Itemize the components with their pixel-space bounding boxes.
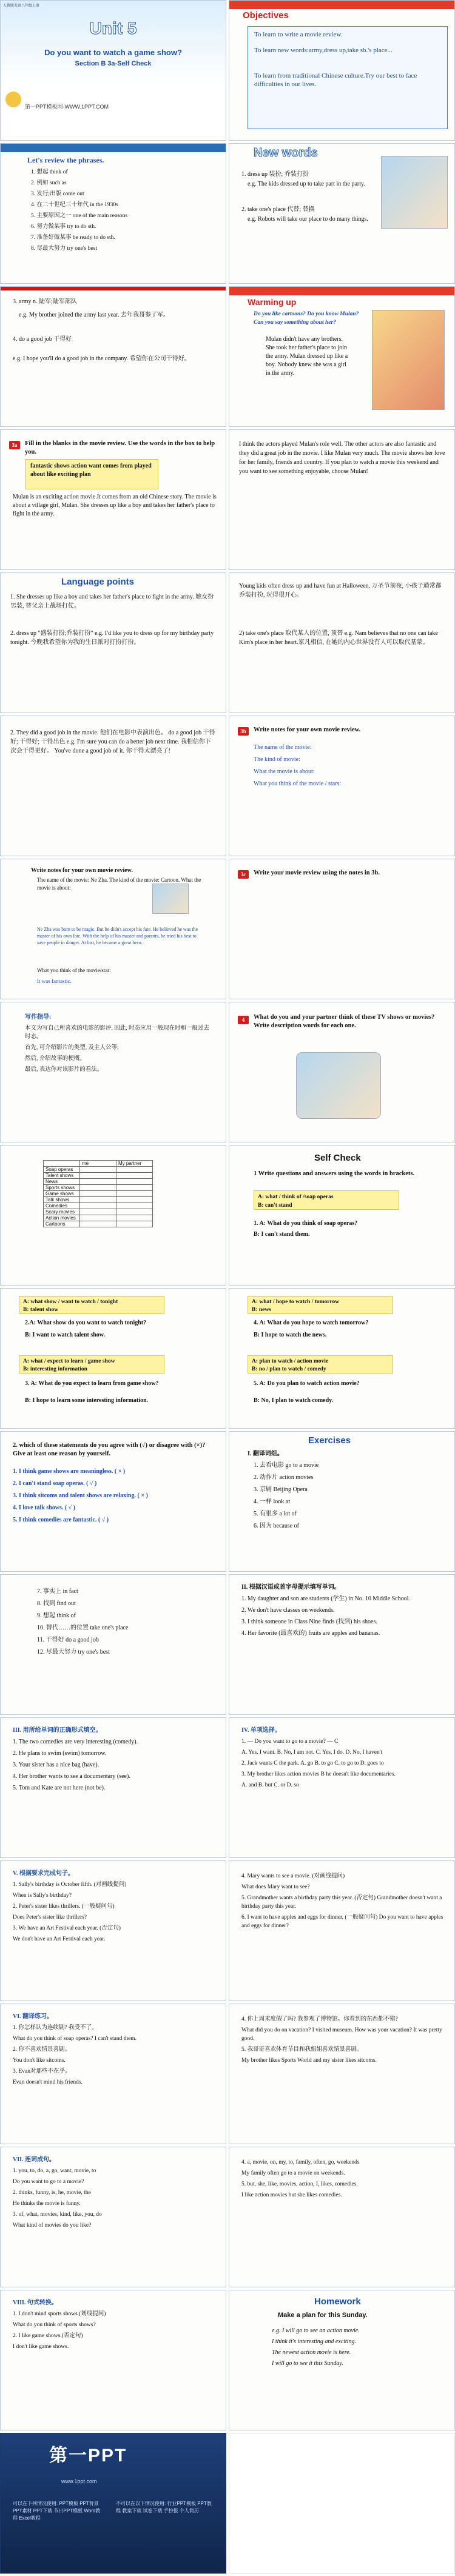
guide-title: 写作指导: [25, 1014, 52, 1021]
slide-3-phrases[interactable] [0, 143, 226, 284]
slide-8-review-text[interactable] [229, 429, 455, 570]
slide-4-new-words[interactable] [229, 143, 455, 284]
answer-3-b: B: I hope to learn some interesting information. [25, 1397, 149, 1404]
word-bank-text: fantastic shows action want comes from played about like exciting plan [30, 463, 152, 478]
rewrite-4-answer: What does Mary want to see? [241, 1884, 310, 1890]
dialog-2-a: A: what show / want to watch / tonight [23, 1299, 118, 1305]
warming-text: Mulan didn't have any brothers. She took her father's place to join the army. Mulan dressed up like a boy. Nobody knew she was a girl in the army. [266, 336, 348, 377]
correct-form-1: 1. The two comedies are very interesting (comedy). [13, 1739, 138, 1745]
guide-list [25, 1024, 213, 1076]
row-5 [0, 572, 455, 713]
task-badge-3c [238, 870, 249, 879]
example-fields: The name of the movie: Ne Zha. The kind of the movie: Cartoon. What the movie is about: [37, 877, 201, 891]
translate-2: 2. 你不喜欢情景喜剧。 [13, 2047, 71, 2053]
slide-20-dialog-4-5[interactable] [229, 1288, 455, 1429]
army-example: e.g. My brother joined the army last year. 去年我哥参了军。 [19, 312, 170, 318]
row-label: News [44, 1179, 80, 1185]
order-5-answer: I like action movies but she likes comedies. [241, 2192, 342, 2198]
word-bank [25, 459, 158, 489]
slide-25-correct-form[interactable] [0, 1717, 226, 1858]
row-9 [0, 1145, 455, 1286]
order-2-answer: He thinks the movie is funny. [13, 2201, 81, 2207]
answer-2-a: 2.A: What show do you want to watch tonight? [25, 1320, 147, 1326]
objective-1: To learn to write a movie review. [254, 31, 343, 38]
slide-14-write-review[interactable] [229, 859, 455, 999]
translate-2-answer: You don't like sitcoms. [13, 2058, 66, 2064]
slide-30-translate-2[interactable] [229, 2004, 455, 2144]
mulan-image [372, 310, 445, 410]
phrase-3: 3. 发行;出版 come out [31, 191, 84, 197]
warming-question: Do you like cartoons? Do you know Mulan? Can you say something about her? [254, 311, 359, 326]
badge-4: 4 [238, 1016, 249, 1024]
slide-19-dialog-2-3[interactable] [0, 1288, 226, 1429]
answer-5-b: B: No, I plan to watch comedy. [254, 1397, 334, 1404]
dialog-box-1 [254, 1190, 399, 1210]
notes-field-kind: The kind of movie: [254, 756, 300, 763]
notes-instruction: Write notes for your own movie review. [254, 726, 361, 733]
task-badge-3b [238, 727, 249, 736]
good-job-text: 2. They did a good job in the movie. 他们在电影中表演出色。 do a good job 干得好; 干得好; 干得出色 e.g. I'm sure you can do a better job next time. 我相信你下次会干得更好。 You've done a good job of it. 你干得太漂亮了! [10, 730, 215, 754]
site-logo-sub: www.1ppt.com [61, 2478, 97, 2484]
notes-field-name: The name of the movie: [254, 744, 312, 751]
order-1-answer: Do you want to go to a movie? [13, 2179, 84, 2185]
warming-bar [229, 287, 454, 295]
example-about: Ne Zha was born to be magic. But he didn't accept his fate. He believed he was the master of his own fate. With the help of his master and parents, he tried his best to save people in danger. At last, he became a great hero. [37, 927, 198, 945]
transform-2-answer: I don't like game shows. [13, 2344, 69, 2350]
choice-q3: A. and B. but C. or D. so [241, 1782, 299, 1788]
row-17 [0, 2290, 455, 2430]
example-heading: Write notes for your own movie review. [31, 867, 133, 874]
slide-15-writing-guide[interactable] [0, 1002, 226, 1142]
slide-9-language-points[interactable] [0, 572, 226, 713]
army-bar [1, 287, 226, 290]
row-label: Game shows [44, 1191, 80, 1197]
row-11 [0, 1431, 455, 1572]
homework-example-1: e.g. I will go to see an action movie. [272, 2327, 360, 2334]
slide-17-table[interactable] [0, 1145, 226, 1286]
row-6 [0, 716, 455, 856]
word-1-example: e.g. The kids dressed up to take part in the party. [248, 181, 365, 187]
translate-1-answer: What do you think of soap operas? I can't stand them. [13, 2036, 137, 2042]
choice-q1: 1. — Do you want to go to a movie? — C [241, 1739, 339, 1745]
dialog-1-a: A: what / think of /soap operas [258, 1194, 334, 1200]
do-good-example: e.g. I hope you'll do a good job in the company. 希望你在公司干得好。 [13, 355, 190, 362]
homework-example-4: I will go to see it this Sunday. [272, 2360, 343, 2367]
dialog-1-b: B: can't stand [258, 1202, 292, 1209]
phrases-list [31, 168, 127, 255]
language-points-title: Language points [61, 577, 134, 587]
translate-5-answer: My brother likes Sports World and my sister likes sitcoms. [241, 2058, 377, 2064]
phrase-7: 7. 准备好做某事 be ready to do sth. [31, 235, 115, 241]
site-banner [0, 2433, 226, 2574]
slide-28-rewrite-2[interactable] [229, 1860, 455, 2001]
homework-example-2: I think it's interesting and exciting. [272, 2338, 356, 2345]
order-3: 3. of, what, movies, kind, like, you, do [13, 2212, 102, 2218]
row-label: Action movies [44, 1215, 80, 1221]
table-corner [44, 1161, 80, 1167]
hint-fill-2: 2. We don't have classes on weekends. [241, 1607, 335, 1614]
notes-field-about: What the movie is about: [254, 768, 315, 775]
choice-q2-options: 3. My brother likes action movies B he doesn't like documentaries. [241, 1771, 396, 1777]
phrase-exercise-8: 8. 找到 find out [37, 1600, 76, 1607]
slide-27-rewrite[interactable] [0, 1860, 226, 2001]
row-label: Comedies [44, 1203, 80, 1209]
site-links-right[interactable]: 不可以在以下情况使用: 行业PPT模板 PPT教程 教案下载 试卷下载 手抄报 个人简历 [116, 2501, 212, 2514]
translate-2-list [241, 2015, 448, 2067]
hint-fill-list [241, 1594, 448, 1640]
dialog-3-a: A: what / expect to learn / game show [23, 1358, 115, 1364]
row-12 [0, 1574, 455, 1715]
phrases-bar [1, 144, 226, 152]
objective-3: To learn from traditional Chinese culture.Try our best to face difficulties in our lives. [254, 72, 417, 88]
row-label: Scary movies [44, 1209, 80, 1215]
dialog-2-b: B: talent show [23, 1307, 59, 1313]
new-words-title: New words [254, 146, 318, 159]
answer-5-a: 5. A: Do you plan to watch action movie? [254, 1380, 360, 1387]
dialog-box-3 [19, 1355, 164, 1374]
exercises-list [254, 1461, 318, 1534]
exercise-6: 6. 因为 because of [254, 1523, 299, 1529]
dialog-3-b: B: interesting information [23, 1366, 87, 1372]
dialog-4-b: B: news [252, 1307, 271, 1313]
dialog-box-4 [248, 1296, 393, 1314]
choice-title: IV. 单项选择。 [241, 1727, 281, 1734]
transform-1-answer: What do you think of sports shows? [13, 2322, 96, 2328]
badge-3a: 3a [9, 441, 20, 449]
correct-form-title: III. 用所给单词的正确形式填空。 [13, 1727, 102, 1734]
phrase-6: 6. 努力做某事 try to do sth. [31, 224, 96, 230]
slide-5-army[interactable] [0, 286, 226, 427]
rewrite-5: 5. Grandmother wants a birthday party this year. (否定句) Grandmother doesn't want a birthday party this year. [241, 1895, 442, 1910]
transform-list [13, 2310, 219, 2353]
slide-7-fill-blanks[interactable] [0, 429, 226, 570]
homework-title: Homework [314, 2296, 361, 2307]
agree-item-4: 4. I love talk shows. ( √ ) [13, 1504, 75, 1511]
rewrite-5-answer: 6. I want to have apples and eggs for dinner. (一般疑问句) Do you want to have apples and eggs for dinner? [241, 1914, 443, 1929]
rewrite-4: 4. Mary wants to see a movie. (对画线提问) [241, 1873, 345, 1879]
translate-1: 1. 你怎样认为连续剧? 我受不了。 [13, 2025, 98, 2031]
hint-fill-1: 1. My daughter and son are students (学生) in No. 10 Middle School. [241, 1595, 411, 1602]
homework-task: Make a plan for this Sunday. [278, 2312, 368, 2319]
row-4 [0, 429, 455, 570]
fill-instruction: Fill in the blanks in the movie review. Use the words in the box to help you. [25, 440, 215, 455]
row-7 [0, 859, 455, 999]
do-good-word: 4. do a good job 干得好 [13, 336, 72, 343]
rewrite-2: 2. Peter's sister likes thrillers. (一般疑问句) [13, 1903, 115, 1910]
language-point-1: 1. She dresses up like a boy and takes her father's place to fight in the army. 她女扮男装, 替父亲上战场打仗。 [10, 594, 214, 609]
order-title: VII. 连词成句。 [13, 2156, 56, 2163]
order-2-list [241, 2158, 448, 2202]
order-3-answer: What kind of movies do you like? [13, 2222, 92, 2229]
exercise-3: 3. 京剧 Beijing Opera [254, 1486, 308, 1493]
fill-paragraph: Mulan is an exciting action movie.It comes from an old Chinese story. The movie is about a village girl, Mulan. She dresses up like a boy and takes her father's place to fight in the army. [13, 494, 217, 517]
slide-33-sentence-transform[interactable] [0, 2290, 226, 2430]
row-10 [0, 1288, 455, 1429]
slide-13-notes-example[interactable] [0, 859, 226, 999]
rewrite-title: V. 根据要求完成句子。 [13, 1870, 74, 1877]
exercise-4: 4. 一样 look at [254, 1498, 290, 1505]
slide-29-translate[interactable] [0, 2004, 226, 2144]
phrase-exercise-7: 7. 事实上 in fact [37, 1588, 78, 1595]
translate-5: 5. 我哥哥喜欢体育节目和我姐姐喜欢情景喜剧。 [241, 2047, 363, 2053]
correct-form-list [13, 1737, 219, 1795]
word-2-example: e.g. Robots will take our place to do many things. [248, 216, 368, 223]
rewrite-1: 1. Sally's birthday is October fifth. (对画线提问) [13, 1882, 127, 1888]
row-label: Talk shows [44, 1197, 80, 1203]
answer-1-a: 1. A: What do you think of soap operas? [254, 1220, 358, 1227]
transform-1: 1. I don't mind sports shows.(划线提问) [13, 2311, 106, 2317]
notes-field-stars: What you think of the movie / stars: [254, 780, 342, 787]
movie-poster-image [152, 884, 189, 914]
rewrite-1-answer: When is Sally's birthday? [13, 1893, 72, 1899]
phrase-8: 8. 尽最大努力 try one's best [31, 246, 98, 252]
slide-21-agree-disagree[interactable] [0, 1431, 226, 1572]
shows-table [43, 1160, 153, 1227]
rewrite-3: 3. We have an Art Festival each year. (否定句) [13, 1925, 121, 1931]
badge-3c: 3c [238, 870, 249, 879]
answer-3-a: 3. A: What do you expect to learn from game show? [25, 1380, 159, 1387]
slide-23-phrases-2[interactable] [0, 1574, 226, 1715]
army-word: 3. army n. 陆军;陆军部队 [13, 298, 77, 305]
phrase-1: 1. 想起 think of [31, 169, 68, 175]
hint-fill-title: II. 根据汉语或首字母提示填写单词。 [241, 1584, 340, 1591]
order-4: 4. a, movie, on, my, to, family, often, go, weekends [241, 2159, 360, 2165]
row-label: Soap operas [44, 1167, 80, 1173]
dialog-box-5 [248, 1355, 393, 1374]
exercise-1: 1. 去看电影 go to a movie [254, 1462, 319, 1469]
guide-item-1: 本文为写自己所喜欢的电影的影评, 因此, 时态应用一般现在时和一般过去时态。 [25, 1025, 210, 1040]
row-8 [0, 1002, 455, 1142]
slide-1-title[interactable] [0, 0, 226, 141]
row-3 [0, 286, 455, 427]
agree-item-1: 1. I think game shows are meaningless. ( × ) [13, 1468, 126, 1475]
correct-form-4: 4. Her brother wants to see a documentary (see). [13, 1773, 130, 1780]
exercise-2: 2. 动作片 action movies [254, 1474, 314, 1481]
order-5: 5. but, she, like, movies, action, I, likes, comedies. [241, 2181, 358, 2187]
slide-18-self-check[interactable] [229, 1145, 455, 1286]
slide-26-multiple-choice[interactable] [229, 1717, 455, 1858]
dialog-box-2 [19, 1296, 164, 1314]
phrase-4: 4. 在二十世纪三十年代 in the 1930s [31, 202, 118, 208]
col-me: me [80, 1161, 116, 1167]
slide-6-warming-up[interactable] [229, 286, 455, 427]
slide-11-did-a-good-job[interactable] [0, 716, 226, 856]
rewrite-2-answer: Does Peter's sister like thrillers? [13, 1914, 87, 1920]
order-2: 2. thinks, funny, is, he, movie, the [13, 2190, 91, 2196]
hint-fill-3: 3. I think someone in Class Nine finds (找到) his shoes. [241, 1618, 377, 1625]
translate-4-answer: What did you do on vacation? I visited museum. How was your vacation? It was pretty good. [241, 2027, 442, 2042]
badge-3b: 3b [238, 727, 249, 736]
answer-1-b: B: I can't stand them. [254, 1231, 310, 1238]
phrase-exercise-list [37, 1587, 128, 1660]
row-label: Talent shows [44, 1173, 80, 1179]
task-badge-4 [238, 1016, 249, 1025]
phrase-5: 5. 主要原因之一 one of the main reasons [31, 213, 128, 219]
row-16 [0, 2147, 455, 2287]
dress-up-text: Young kids often dress up and have fun at Halloween. 万圣节前夜, 小孩子通常都乔装打扮, 玩得很开心。 [239, 583, 442, 599]
row-18 [0, 2433, 455, 2574]
unit-question: Do you want to watch a game show? [44, 48, 182, 57]
rewrite-list [13, 1880, 219, 1946]
dress-up-note: 2) take one's place 取代某人的位置, 顶替 e.g. Nam believes that no one can take Kim's place in her heart.家凡相信, 在她的内心世界没有人可以取代基蒙。 [239, 630, 438, 646]
phrase-2: 2. 例如 such as [31, 180, 67, 186]
agree-item-5: 5. I think comedies are fantastic. ( √ ) [13, 1517, 109, 1523]
homework-examples [272, 2327, 360, 2370]
slide-22-exercises[interactable] [229, 1431, 455, 1572]
order-4-answer: My family often go to a movie on weekends. [241, 2170, 345, 2176]
phrase-exercise-11: 11. 干得好 do a good job [37, 1637, 99, 1643]
correct-form-3: 3. Your sister has a nice bag (have). [13, 1762, 99, 1768]
choice-q1-options: A. Yes, I want. B. No, I am not. C. Yes, I do. D. No, I haven't [241, 1749, 383, 1756]
slide-31-sentence-order[interactable] [0, 2147, 226, 2287]
choice-q2: 2. Jack wants C the park. A. go B. to go C. to go to D. goes to [241, 1760, 384, 1766]
objectives-bar [229, 1, 454, 9]
agree-item-3: 3. I think sitcoms and talent shows are relaxing. ( × ) [13, 1492, 148, 1499]
language-point-2: 2. dress up "盛装打扮;乔装打扮" e.g. I'd like you to dress up for my birthday party tonight. 今晚我希望你为我的生日派对打扮打扮。 [10, 630, 214, 646]
transform-title: VIII. 句式转换。 [13, 2299, 58, 2306]
notes-fields [254, 743, 341, 791]
partner-question: What do you and your partner think of these TV shows or movies? Write description words for each one. [254, 1014, 435, 1029]
self-check-instruction: 1 Write questions and answers using the words in brackets. [254, 1170, 415, 1177]
exercise-5: 5. 有很多 a lot of [254, 1511, 297, 1517]
guide-item-4: 最后, 表达你对该影片的看法。 [25, 1067, 103, 1073]
blank-panel [229, 2433, 455, 2574]
self-check-title: Self Check [314, 1153, 361, 1163]
order-1: 1. you, to, do, a, go, want, movie, to [13, 2168, 96, 2174]
objectives-box [248, 26, 448, 129]
exercises-title: Exercises [308, 1435, 351, 1446]
word-2: 2. take one's place 代替; 替换 [241, 206, 315, 213]
hint-fill-4: 4. Her favorite (最喜欢的) fruits are apples and bananas. [241, 1630, 380, 1637]
answer-4-a: 4. A: What do you hope to watch tomorrow? [254, 1320, 369, 1326]
guide-item-2: 首先, 可介绍影片的类型, 及主人公等; [25, 1045, 119, 1051]
answer-2-b: B: I want to watch talent show. [25, 1332, 105, 1338]
phrase-exercise-9: 9. 想起 think of [37, 1612, 76, 1619]
homework-example-3: The newest action movie is here. [272, 2349, 351, 2356]
example-stars-label: What you think of the movie/star: [37, 967, 111, 973]
slide-10-dress-up[interactable] [229, 572, 455, 713]
partner-illustration [296, 1052, 381, 1119]
slide-16-partner-question[interactable] [229, 1002, 455, 1142]
agree-item-2: 2. I can't stand soap operas. ( √ ) [13, 1480, 97, 1487]
unit-title: Unit 5 [89, 19, 137, 38]
example-stars-value: It was fantastic. [37, 978, 72, 984]
row-15 [0, 2004, 455, 2144]
warming-title: Warming up [248, 297, 297, 307]
review-instruction: Write your movie review using the notes in 3b. [254, 870, 380, 876]
section-label: Section B 3a-Self Check [75, 60, 152, 67]
site-links-left[interactable]: 可以在下列情况使用: PPT模板 PPT背景 PPT素材 PPT下载 节日PPT模板 Word教程 Excel教程 [13, 2501, 101, 2521]
translate-3-answer: Evan doesn't mind his friends. [13, 2079, 83, 2085]
translate-4: 4. 你上周末度假了吗? 我参观了博物馆。你看到的东西都不错? [241, 2016, 398, 2022]
review-paragraph: I think the actors played Mulan's role well. The other actors are also fantastic and they did a great job in the movie. I like Mulan very much. The movie shows her love for her family, friends and country. If you plan to watch a movie this weekend and you want to see something enjoyable, choose Mulan! [239, 441, 445, 475]
phrase-exercise-10: 10. 替代……的位置 take one's place [37, 1625, 129, 1631]
correct-form-2: 2. He plans to swim (swim) tomorrow. [13, 1750, 107, 1757]
phrases-title: Let's review the phrases. [27, 156, 104, 164]
dialog-4-a: A: what / hope to watch / tomorrow [252, 1299, 340, 1305]
row-13 [0, 1717, 455, 1858]
agree-list [13, 1467, 148, 1528]
row-14 [0, 1860, 455, 2001]
robot-image [381, 156, 448, 229]
slide-12-write-notes[interactable] [229, 716, 455, 856]
row-label: Cartoons [44, 1221, 80, 1227]
rewrite-3-answer: We don't have an Art Festival each year. [13, 1936, 106, 1942]
answer-4-b: B: I hope to watch the news. [254, 1332, 327, 1338]
order-list [13, 2167, 219, 2232]
sun-decoration [5, 92, 21, 107]
agree-instruction: 2. which of these statements do you agree with (√) or disagree with (×)? Give at least one reason by yourself. [13, 1442, 206, 1457]
choice-list [241, 1737, 448, 1792]
row-label: Sports shows [44, 1185, 80, 1191]
slide-2-objectives[interactable] [229, 0, 455, 141]
transform-2: 2. I like game shows.(否定句) [13, 2333, 83, 2339]
objectives-title: Objectives [243, 10, 289, 21]
translate-list [13, 2024, 219, 2089]
exercises-section: I. 翻译词组。 [248, 1451, 283, 1457]
row-1 [0, 0, 455, 141]
translate-title: VI. 翻译练习。 [13, 2013, 53, 2020]
task-badge-3a [9, 441, 20, 450]
slide-34-homework[interactable] [229, 2290, 455, 2430]
objective-2: To learn new words:army,dress up,take sb.'s place... [254, 47, 393, 54]
site-logo-text: 第一PPT [49, 2446, 127, 2466]
dialog-5-a: A: plan to watch / action movie [252, 1358, 329, 1364]
slide-24-hint-fill[interactable] [229, 1574, 455, 1715]
site-label: 第一PPT模板网-WWW.1PPT.COM [25, 104, 109, 110]
rewrite-2-list [241, 1872, 448, 1933]
dialog-5-b: B: no / plan to watch / comedy [252, 1366, 326, 1372]
header-note: 人教版英语八年级上册 [3, 4, 40, 8]
slide-32-sentence-order-2[interactable] [229, 2147, 455, 2287]
translate-3: 3. Evan对那些不在乎。 [13, 2068, 71, 2075]
phrase-exercise-12: 12. 尽最大努力 try one's best [37, 1649, 110, 1655]
col-partner: My partner [116, 1161, 153, 1167]
word-1: 1. dress up 装扮; 乔装打扮 [241, 171, 309, 178]
guide-item-3: 然后, 介绍故事的梗概。 [25, 1056, 86, 1062]
row-2 [0, 143, 455, 284]
correct-form-5: 5. Tom and Kate are not here (not be). [13, 1785, 106, 1791]
